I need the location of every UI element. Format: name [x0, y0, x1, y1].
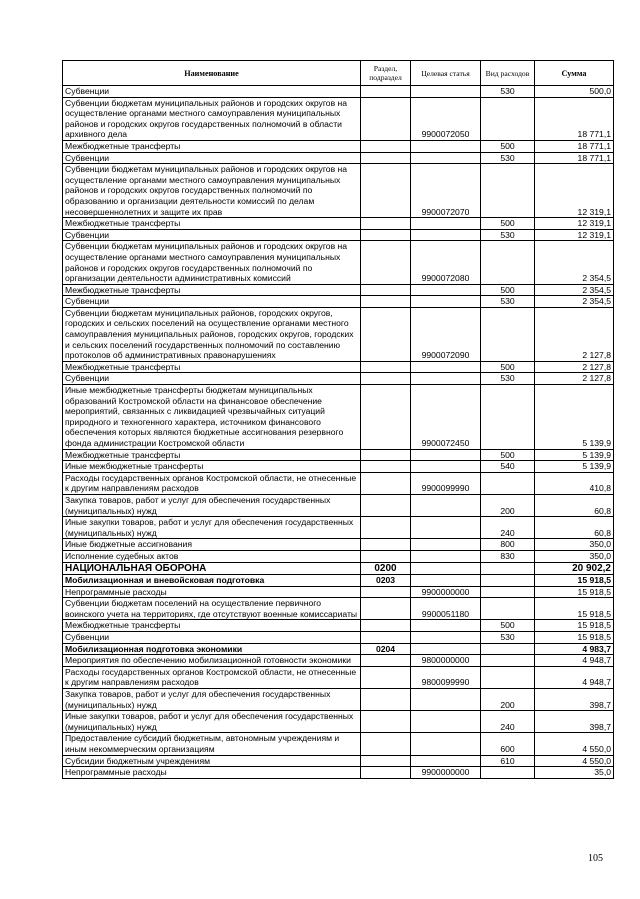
cell-type: 530 [481, 373, 535, 385]
cell-name: Иные межбюджетные трансферты [63, 461, 361, 473]
table-row [63, 140, 614, 152]
cell-target [411, 152, 481, 164]
cell-type: 530 [481, 632, 535, 644]
cell-section [361, 164, 411, 218]
cell-name: Субвенции бюджетам муниципальных районов и городских округов на осуществление органами местного самоуправления муниципальных районов и городских округов государственных полномочий в области архивного дела [63, 97, 361, 140]
table-row [63, 643, 614, 655]
cell-name: Субвенции бюджетам муниципальных районов и городских округов на осуществление органами местного самоуправления муниципальных районов и городских округов государственных полномочий по образованию и организации деятельности комиссий по делам несовершеннолетних и защите их прав [63, 164, 361, 218]
table-row [63, 711, 614, 733]
cell-section [361, 140, 411, 152]
cell-target [411, 361, 481, 373]
table-row [63, 655, 614, 667]
cell-target [411, 86, 481, 98]
cell-name: Субвенции бюджетам муниципальных районов и городских округов на осуществление органами местного самоуправления муниципальных районов и городских округов государственных полномочий по организации деятельности административных комиссий [63, 241, 361, 284]
cell-type: 600 [481, 733, 535, 755]
table-row [63, 361, 614, 373]
table-row [63, 296, 614, 308]
cell-section [361, 755, 411, 767]
cell-target: 9900000000 [411, 767, 481, 779]
table-row [63, 152, 614, 164]
table-row [63, 97, 614, 140]
cell-sum: 398,7 [535, 688, 614, 710]
cell-section [361, 550, 411, 562]
cell-type: 200 [481, 688, 535, 710]
cell-section [361, 666, 411, 688]
cell-target: 9900072450 [411, 385, 481, 450]
budget-table-page [62, 60, 613, 779]
budget-table [62, 60, 614, 779]
cell-sum: 5 139,9 [535, 461, 614, 473]
cell-target: 9800000000 [411, 655, 481, 667]
cell-section [361, 598, 411, 620]
cell-sum: 15 918,5 [535, 586, 614, 598]
cell-name: Межбюджетные трансферты [63, 449, 361, 461]
cell-name: Мобилизационная подготовка экономики [63, 643, 361, 655]
table-row [63, 461, 614, 473]
cell-type: 540 [481, 461, 535, 473]
cell-target [411, 373, 481, 385]
cell-name: Межбюджетные трансферты [63, 620, 361, 632]
cell-sum: 5 139,9 [535, 449, 614, 461]
cell-name: Субвенции [63, 296, 361, 308]
table-row [63, 575, 614, 587]
cell-section [361, 307, 411, 361]
table-row [63, 688, 614, 710]
cell-section [361, 767, 411, 779]
cell-name: Закупка товаров, работ и услуг для обеспечения государственных (муниципальных) нужд [63, 494, 361, 516]
cell-sum: 4 948,7 [535, 655, 614, 667]
cell-target [411, 229, 481, 241]
cell-section [361, 494, 411, 516]
cell-name: Иные закупки товаров, работ и услуг для обеспечения государственных (муниципальных) нужд [63, 517, 361, 539]
cell-target [411, 562, 481, 575]
cell-type: 500 [481, 361, 535, 373]
cell-type [481, 385, 535, 450]
cell-type [481, 643, 535, 655]
cell-type: 530 [481, 152, 535, 164]
cell-target [411, 296, 481, 308]
cell-sum: 2 354,5 [535, 296, 614, 308]
cell-section [361, 539, 411, 551]
cell-name: Субвенции бюджетам муниципальных районов, городских округов, городских и сельских поселений на осуществление органами местного самоуправления муниципальных районов, городских округов, городских и сельских поселений государственных полномочий по составлению протоколов об административных правонарушениях [63, 307, 361, 361]
cell-section [361, 620, 411, 632]
cell-target [411, 711, 481, 733]
cell-section [361, 733, 411, 755]
cell-section [361, 711, 411, 733]
table-row [63, 241, 614, 284]
cell-sum: 35,0 [535, 767, 614, 779]
cell-target: 9900072090 [411, 307, 481, 361]
cell-target [411, 494, 481, 516]
cell-sum: 60,8 [535, 494, 614, 516]
table-row [63, 767, 614, 779]
cell-target [411, 620, 481, 632]
cell-type [481, 97, 535, 140]
cell-section [361, 517, 411, 539]
cell-section [361, 229, 411, 241]
cell-section [361, 688, 411, 710]
cell-target [411, 449, 481, 461]
cell-type: 240 [481, 517, 535, 539]
cell-name: Субвенции [63, 229, 361, 241]
cell-type [481, 655, 535, 667]
cell-section [361, 586, 411, 598]
cell-sum: 2 354,5 [535, 284, 614, 296]
cell-sum: 2 127,8 [535, 361, 614, 373]
cell-sum: 4 550,0 [535, 755, 614, 767]
cell-type: 500 [481, 620, 535, 632]
cell-name: Мероприятия по обеспечению мобилизационной готовности экономики [63, 655, 361, 667]
cell-sum: 15 918,5 [535, 620, 614, 632]
cell-target [411, 517, 481, 539]
cell-section [361, 632, 411, 644]
cell-target [411, 218, 481, 230]
cell-name: Межбюджетные трансферты [63, 361, 361, 373]
header-sum: Сумма [535, 61, 614, 86]
cell-name: Расходы государственных органов Костромской области, не отнесенные к другим направлениям расходов [63, 472, 361, 494]
header-type: Вид расходов [481, 61, 535, 86]
table-row [63, 218, 614, 230]
cell-sum: 2 127,8 [535, 307, 614, 361]
table-row [63, 733, 614, 755]
table-row [63, 632, 614, 644]
cell-section [361, 373, 411, 385]
cell-sum: 4 550,0 [535, 733, 614, 755]
cell-target [411, 284, 481, 296]
cell-section [361, 461, 411, 473]
cell-type: 240 [481, 711, 535, 733]
cell-name: Межбюджетные трансферты [63, 218, 361, 230]
cell-type [481, 307, 535, 361]
cell-target [411, 550, 481, 562]
cell-name: Межбюджетные трансферты [63, 284, 361, 296]
cell-type [481, 164, 535, 218]
cell-sum: 12 319,1 [535, 229, 614, 241]
cell-type: 530 [481, 296, 535, 308]
cell-section [361, 449, 411, 461]
cell-sum: 12 319,1 [535, 218, 614, 230]
cell-name: Субвенции [63, 86, 361, 98]
cell-type [481, 562, 535, 575]
cell-sum: 5 139,9 [535, 385, 614, 450]
cell-name: Расходы государственных органов Костромской области, не отнесенные к другим направлениям расходов [63, 666, 361, 688]
cell-section: 0203 [361, 575, 411, 587]
cell-target: 9900000000 [411, 586, 481, 598]
cell-section [361, 152, 411, 164]
cell-target [411, 575, 481, 587]
cell-target: 9900072080 [411, 241, 481, 284]
cell-section [361, 97, 411, 140]
cell-type: 830 [481, 550, 535, 562]
cell-type: 500 [481, 449, 535, 461]
cell-section [361, 472, 411, 494]
cell-sum: 20 902,2 [535, 562, 614, 575]
cell-target: 9900072050 [411, 97, 481, 140]
cell-target [411, 140, 481, 152]
table-body [63, 86, 614, 779]
table-row [63, 550, 614, 562]
cell-type [481, 666, 535, 688]
cell-sum: 18 771,1 [535, 97, 614, 140]
table-row [63, 472, 614, 494]
table-row [63, 229, 614, 241]
cell-type [481, 241, 535, 284]
table-row [63, 539, 614, 551]
cell-name: Субвенции [63, 632, 361, 644]
header-name: Наименование [63, 61, 361, 86]
cell-sum: 350,0 [535, 539, 614, 551]
cell-target [411, 643, 481, 655]
cell-name: Субвенции бюджетам поселений на осуществление первичного воинского учета на территориях, где отсутствуют военные комиссариаты [63, 598, 361, 620]
cell-name: Предоставление субсидий бюджетным, автономным учреждениям и иным некоммерческим организациям [63, 733, 361, 755]
cell-section [361, 86, 411, 98]
cell-type: 530 [481, 229, 535, 241]
cell-sum: 18 771,1 [535, 152, 614, 164]
cell-type [481, 575, 535, 587]
cell-type [481, 598, 535, 620]
cell-type [481, 586, 535, 598]
table-row [63, 307, 614, 361]
cell-section [361, 241, 411, 284]
table-row [63, 164, 614, 218]
cell-sum: 500,0 [535, 86, 614, 98]
table-header-row [63, 61, 614, 86]
cell-type: 500 [481, 284, 535, 296]
table-row [63, 517, 614, 539]
cell-target [411, 688, 481, 710]
cell-sum: 4 948,7 [535, 666, 614, 688]
table-row [63, 385, 614, 450]
header-target: Целевая статья [411, 61, 481, 86]
cell-type: 500 [481, 140, 535, 152]
cell-name: Субвенции [63, 373, 361, 385]
table-row [63, 494, 614, 516]
cell-sum: 18 771,1 [535, 140, 614, 152]
cell-name: Мобилизационная и вневойсковая подготовка [63, 575, 361, 587]
cell-target: 9900051180 [411, 598, 481, 620]
cell-type: 610 [481, 755, 535, 767]
cell-section [361, 361, 411, 373]
cell-sum: 398,7 [535, 711, 614, 733]
cell-section [361, 218, 411, 230]
cell-sum: 4 983,7 [535, 643, 614, 655]
cell-name: Субвенции [63, 152, 361, 164]
table-row [63, 284, 614, 296]
cell-name: НАЦИОНАЛЬНАЯ ОБОРОНА [63, 562, 361, 575]
cell-type [481, 767, 535, 779]
cell-section: 0204 [361, 643, 411, 655]
cell-section [361, 284, 411, 296]
table-row [63, 620, 614, 632]
page-number: 105 [588, 853, 603, 864]
cell-type [481, 472, 535, 494]
table-row [63, 449, 614, 461]
cell-sum: 15 918,5 [535, 598, 614, 620]
cell-target: 9900072070 [411, 164, 481, 218]
table-row [63, 598, 614, 620]
cell-target [411, 755, 481, 767]
cell-type: 800 [481, 539, 535, 551]
cell-sum: 350,0 [535, 550, 614, 562]
cell-type: 200 [481, 494, 535, 516]
cell-section [361, 655, 411, 667]
cell-name: Закупка товаров, работ и услуг для обеспечения государственных (муниципальных) нужд [63, 688, 361, 710]
cell-sum: 15 918,5 [535, 575, 614, 587]
cell-target [411, 539, 481, 551]
cell-section [361, 385, 411, 450]
cell-target [411, 461, 481, 473]
cell-name: Субсидии бюджетным учреждениям [63, 755, 361, 767]
cell-target [411, 632, 481, 644]
cell-section [361, 296, 411, 308]
cell-sum: 2 354,5 [535, 241, 614, 284]
table-row [63, 562, 614, 575]
cell-name: Иные закупки товаров, работ и услуг для обеспечения государственных (муниципальных) нужд [63, 711, 361, 733]
cell-sum: 12 319,1 [535, 164, 614, 218]
header-section: Раздел, подраздел [361, 61, 411, 86]
cell-name: Иные бюджетные ассигнования [63, 539, 361, 551]
cell-section: 0200 [361, 562, 411, 575]
cell-name: Непрограммные расходы [63, 767, 361, 779]
table-row [63, 373, 614, 385]
cell-type: 500 [481, 218, 535, 230]
table-row [63, 666, 614, 688]
table-row [63, 86, 614, 98]
cell-sum: 410,8 [535, 472, 614, 494]
cell-sum: 15 918,5 [535, 632, 614, 644]
table-row [63, 586, 614, 598]
cell-target [411, 733, 481, 755]
cell-name: Непрограммные расходы [63, 586, 361, 598]
cell-target: 9800099990 [411, 666, 481, 688]
table-row [63, 755, 614, 767]
cell-name: Исполнение судебных актов [63, 550, 361, 562]
cell-target: 9900099990 [411, 472, 481, 494]
cell-sum: 2 127,8 [535, 373, 614, 385]
cell-name: Иные межбюджетные трансферты бюджетам муниципальных образований Костромской области на финансовое обеспечение мероприятий, связанных с ликвидацией чрезвычайных ситуаций природного и техногенного характера, источником финансового обеспечения которых являются бюджетные ассигнования резервного фонда администрации Костромской области [63, 385, 361, 450]
cell-name: Межбюджетные трансферты [63, 140, 361, 152]
cell-sum: 60,8 [535, 517, 614, 539]
cell-type: 530 [481, 86, 535, 98]
